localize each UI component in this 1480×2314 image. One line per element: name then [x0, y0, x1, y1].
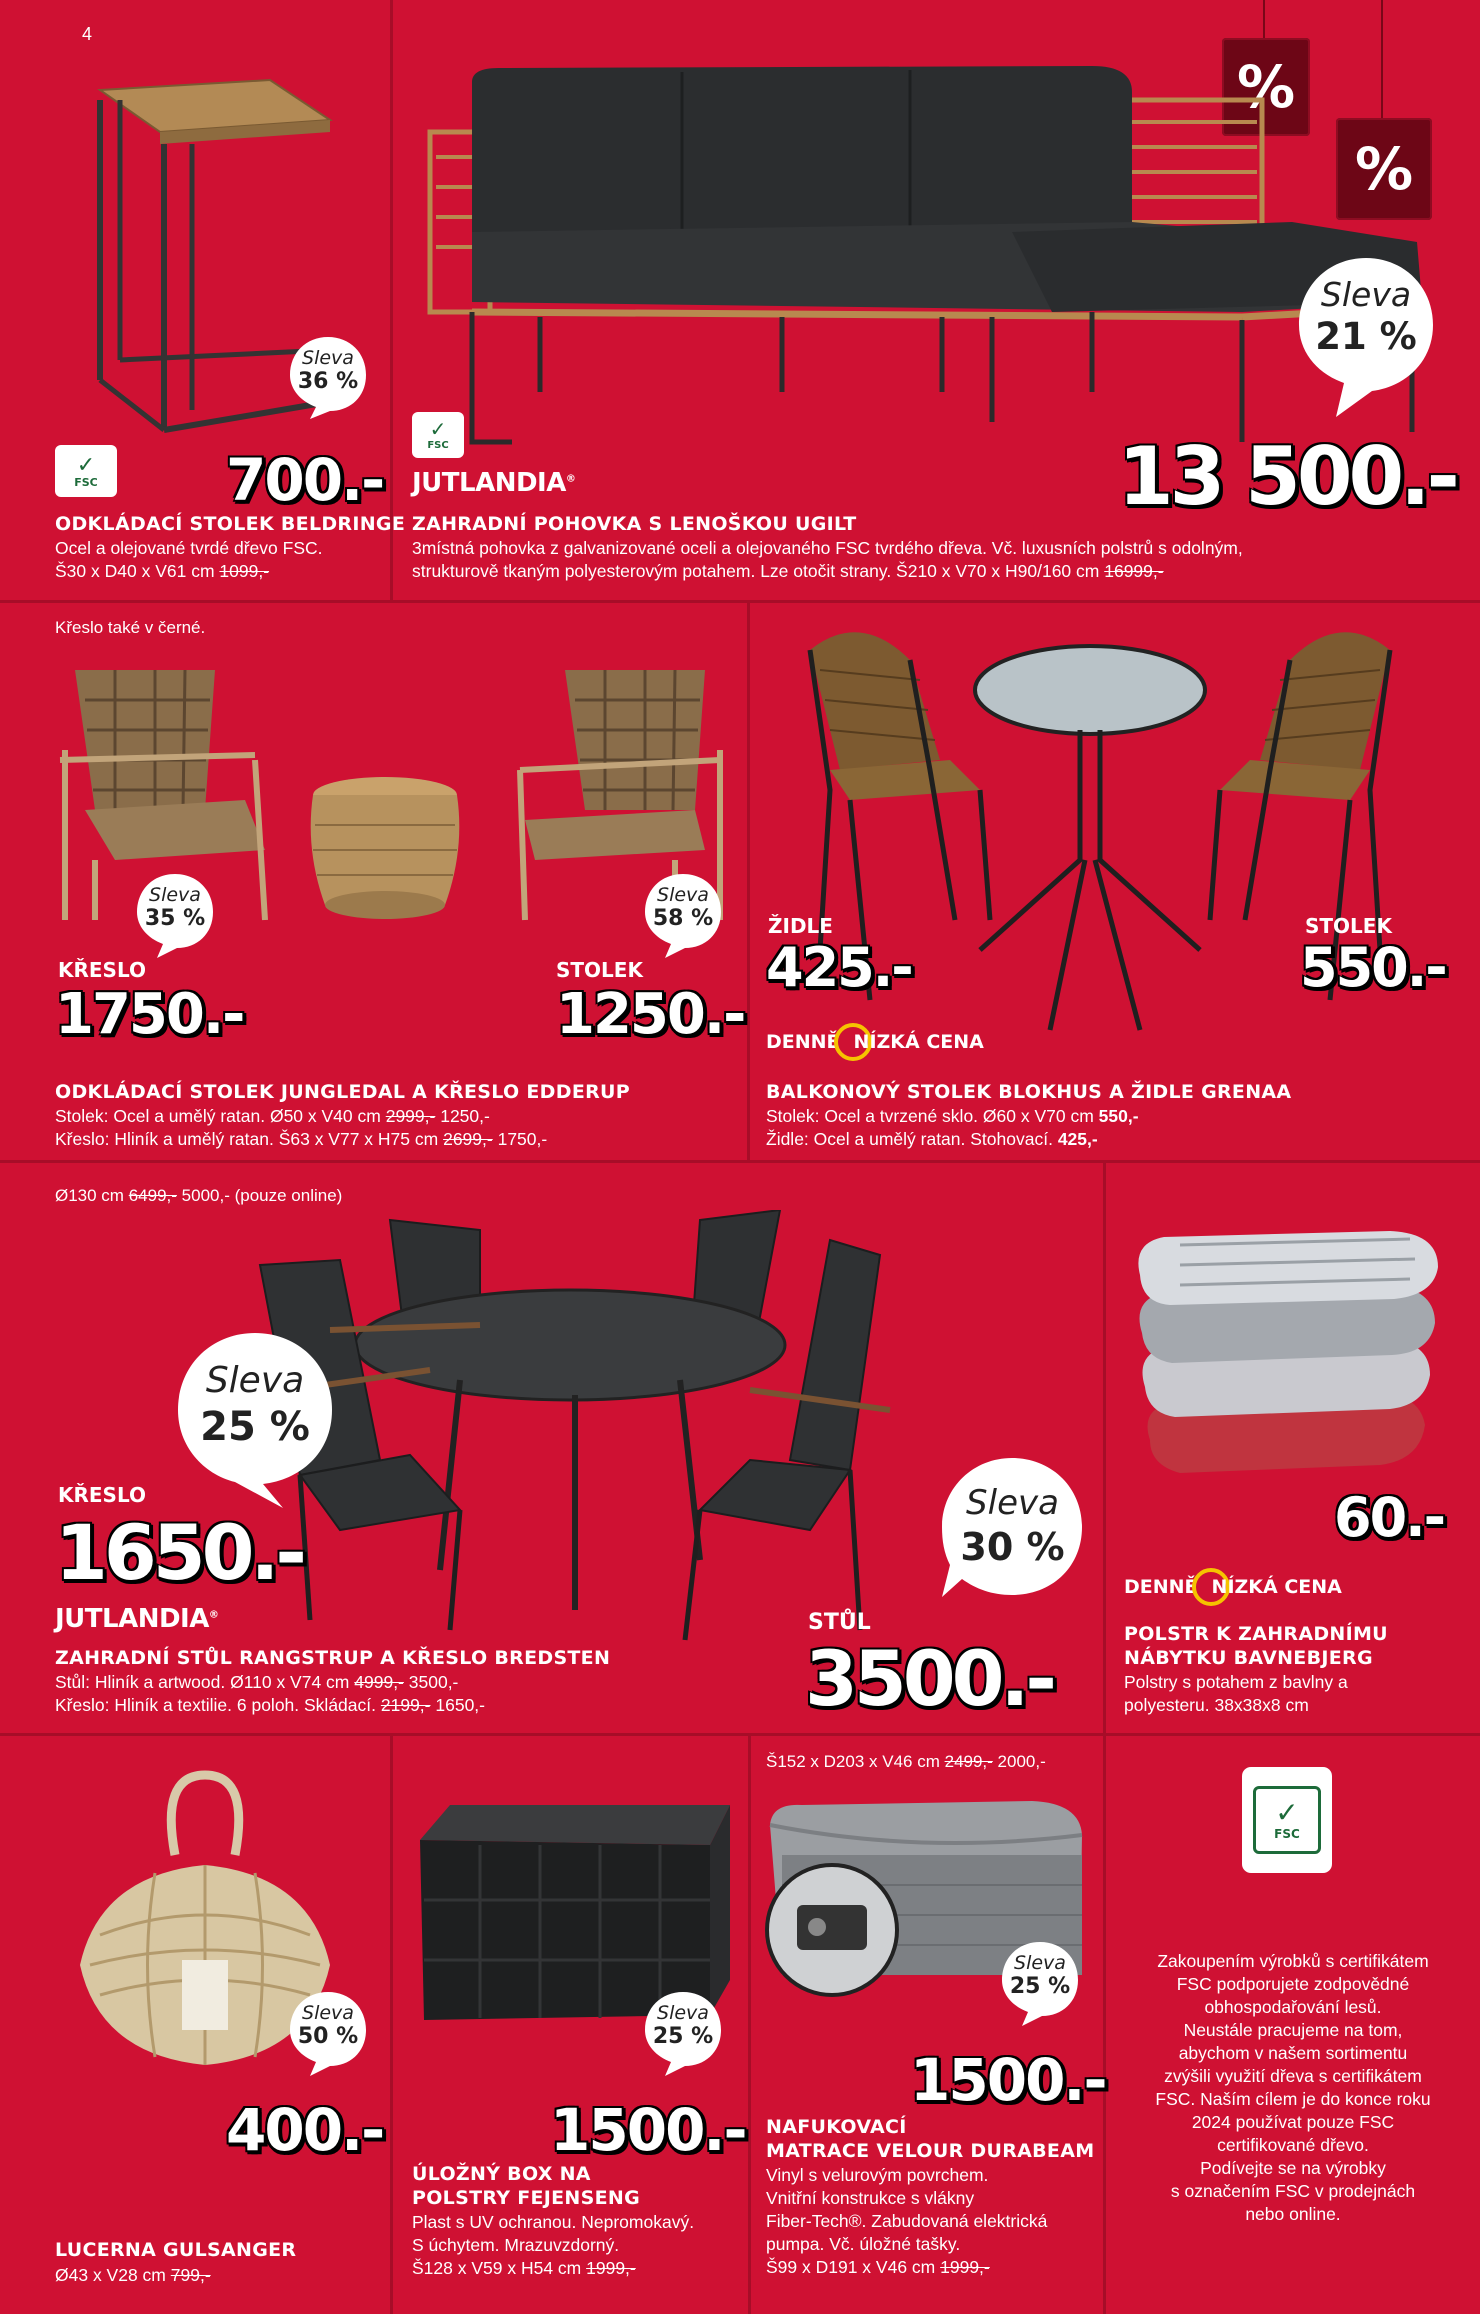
price: 700.-	[226, 446, 384, 514]
old-price: 1999,-	[586, 2258, 636, 2278]
discount-bubble	[288, 335, 368, 421]
discount-bubble	[643, 872, 723, 960]
fsc-logo-icon: ✓ FSC	[55, 445, 117, 497]
discount-value: 25 %	[652, 2024, 714, 2049]
discount-label: Sleva	[302, 347, 354, 369]
discount-label: Sleva	[205, 1360, 305, 1401]
discount-label: Sleva	[966, 1483, 1059, 1523]
fsc-text: FSC	[427, 439, 449, 451]
discount-label: Sleva	[1320, 275, 1412, 314]
divider	[747, 600, 750, 1160]
product-description: Stůl: Hliník a artwood. Ø110 x V74 cm 4999,- 3500,- Křeslo: Hliník a textilie. 6 poloh. Skládací. 2199,- 1650,-	[55, 1672, 485, 1715]
discount-label: Sleva	[149, 884, 201, 906]
product-description: Polstry s potahem z bavlny a polyesteru. 38x38x8 cm	[1124, 1672, 1348, 1715]
price: 1500.-	[910, 2046, 1106, 2114]
discount-value: 36 %	[297, 369, 359, 394]
chair-price: 1750.-	[55, 982, 244, 1047]
percent-tag-icon: %	[1222, 38, 1310, 136]
discount-label: Sleva	[657, 2002, 709, 2024]
sofa-image	[412, 62, 1442, 462]
old-price: 16999,-	[1104, 561, 1164, 581]
divider	[390, 1733, 393, 2314]
note: Ø130 cm 6499,- 5000,- (pouze online)	[55, 1186, 343, 1205]
product-description: 3místná pohovka z galvanizované oceli a olejovaného FSC tvrdého dřeva. Vč. luxusních polstrů s odolným, strukturově tkaným polyesterovým potahem. Lze otočit strany. Š210 x V70 x H90/160 cm 16999,-	[412, 538, 1243, 581]
product-description: Ocel a olejované tvrdé dřevo FSC. Š30 x D40 x V61 cm 1099,-	[55, 538, 323, 581]
discount-bubble	[288, 1990, 368, 2078]
table-price: 1250.-	[556, 982, 745, 1047]
tag-string	[1263, 0, 1265, 40]
discount-value: 58 %	[652, 906, 714, 931]
product-description: Plast s UV ochranou. Nepromokavý. S úchytem. Mrazuvzdorný. Š128 x V59 x H54 cm 1999,-	[412, 2212, 695, 2278]
chair-price: 425.-	[766, 936, 912, 999]
daily-low-price-icon: DENNĚ NÍZKÁ CENA	[766, 1023, 984, 1061]
old-price: 799,-	[170, 2265, 211, 2285]
product-title: NAFUKOVACÍ MATRACE VELOUR DURABEAM	[766, 2116, 1095, 2162]
chair-price: 1650.-	[55, 1508, 303, 1597]
cushions-image	[1120, 1225, 1450, 1495]
chair-label: KŘESLO	[58, 958, 146, 982]
discount-bubble	[175, 1330, 335, 1510]
divider	[1103, 1733, 1106, 2314]
price: 400.-	[226, 2096, 384, 2164]
product-title: ÚLOŽNÝ BOX NA POLSTRY FEJENSENG	[412, 2163, 640, 2209]
product-description: Stolek: Ocel a umělý ratan. Ø50 x V40 cm 2999,- 1250,- Křeslo: Hliník a umělý ratan. Š63 x V77 x H75 cm 2699,- 1750,-	[55, 1106, 548, 1149]
fsc-info-text: Zakoupením výrobků s certifikátem FSC podporujete zodpovědné obhospodařování lesů. Neustále pracujeme na tom, abychom v našem sortimentu zvýšili využití dřeva s certifikátem FSC. Naším cílem je do konce roku 2024 používat pouze FSC certifikované dřevo. Podívejte se na výrobky s označením FSC v prodejnách nebo online.	[1155, 1951, 1431, 2224]
divider	[748, 1733, 751, 2314]
garden-dining-set-image	[230, 1210, 950, 1650]
divider	[390, 0, 393, 600]
product-title: ODKLÁDACÍ STOLEK BELDRINGE	[55, 513, 406, 535]
table-price: 550.-	[1300, 936, 1446, 999]
fsc-text: FSC	[74, 475, 98, 489]
product-title: POLSTR K ZAHRADNÍMU NÁBYTKU BAVNEBJERG	[1124, 1623, 1388, 1669]
discount-label: Sleva	[1014, 1952, 1066, 1974]
table-price: 3500.-	[805, 1634, 1053, 1723]
divider	[0, 1160, 1480, 1163]
fsc-logo-icon: ✓ FSC	[1245, 1770, 1329, 1870]
percent-tag-icon: %	[1336, 118, 1432, 220]
discount-label: Sleva	[302, 2002, 354, 2024]
old-price: 1099,-	[219, 561, 270, 581]
fsc-logo-icon: ✓ FSC	[412, 412, 464, 458]
product-description: Stolek: Ocel a tvrzené sklo. Ø60 x V70 cm 550,- Židle: Ocel a umělý ratan. Stohovací. 425,-	[766, 1106, 1139, 1149]
product-title: ZAHRADNÍ STŮL RANGSTRUP A KŘESLO BREDSTEN	[55, 1647, 611, 1669]
discount-value: 30 %	[960, 1525, 1065, 1569]
discount-label: Sleva	[657, 884, 709, 906]
fsc-text: FSC	[1274, 1827, 1300, 1841]
brand-logo: JUTLANDIA®	[55, 1604, 219, 1634]
discount-bubble	[1000, 1940, 1080, 2028]
product-title: LUCERNA GULSANGER	[55, 2239, 297, 2261]
rattan-stool-image	[305, 775, 465, 925]
product-description: Ø43 x V28 cm 799,-	[55, 2265, 211, 2285]
table-label: STOLEK	[556, 958, 643, 982]
discount-value: 50 %	[297, 2024, 359, 2049]
discount-bubble	[940, 1455, 1085, 1605]
discount-value: 25 %	[1009, 1974, 1071, 1999]
price: 60.-	[1334, 1486, 1445, 1549]
table-label: STŮL	[808, 1610, 871, 1635]
discount-bubble	[643, 1990, 723, 2078]
discount-value: 25 %	[200, 1404, 310, 1450]
product-title: BALKONOVÝ STOLEK BLOKHUS A ŽIDLE GRENAA	[766, 1081, 1292, 1103]
discount-bubble	[1296, 255, 1436, 420]
page-number: 4	[82, 24, 93, 44]
product-title: ZAHRADNÍ POHOVKA S LENOŠKOU UGILT	[412, 513, 857, 535]
daily-low-price-icon: DENNĚ NÍZKÁ CENA	[1124, 1568, 1342, 1606]
table-label: STOLEK	[1305, 914, 1392, 938]
note: Křeslo také v černé.	[55, 618, 206, 637]
discount-value: 21 %	[1315, 315, 1417, 358]
product-title: ODKLÁDACÍ STOLEK JUNGLEDAL A KŘESLO EDDERUP	[55, 1081, 630, 1103]
note: Š152 x D203 x V46 cm 2499,- 2000,-	[766, 1752, 1046, 1771]
product-description: Vinyl s velurovým povrchem. Vnitřní konstrukce s vlákny Fiber-Tech®. Zabudovaná elektrická pumpa. Vč. úložné tašky. Š99 x D191 x V46 cm 1999,-	[766, 2165, 1048, 2277]
price: 1500.-	[550, 2096, 746, 2164]
chair-label: KŘESLO	[58, 1483, 146, 1507]
divider	[1103, 1160, 1106, 1733]
price: 13 500.-	[1118, 430, 1456, 523]
discount-value: 35 %	[144, 906, 206, 931]
old-price: 1999,-	[940, 2257, 990, 2277]
brand-logo: JUTLANDIA®	[412, 468, 576, 498]
divider	[0, 600, 1480, 603]
discount-bubble	[135, 872, 215, 960]
divider	[0, 1733, 1480, 1736]
chair-label: ŽIDLE	[768, 914, 833, 938]
